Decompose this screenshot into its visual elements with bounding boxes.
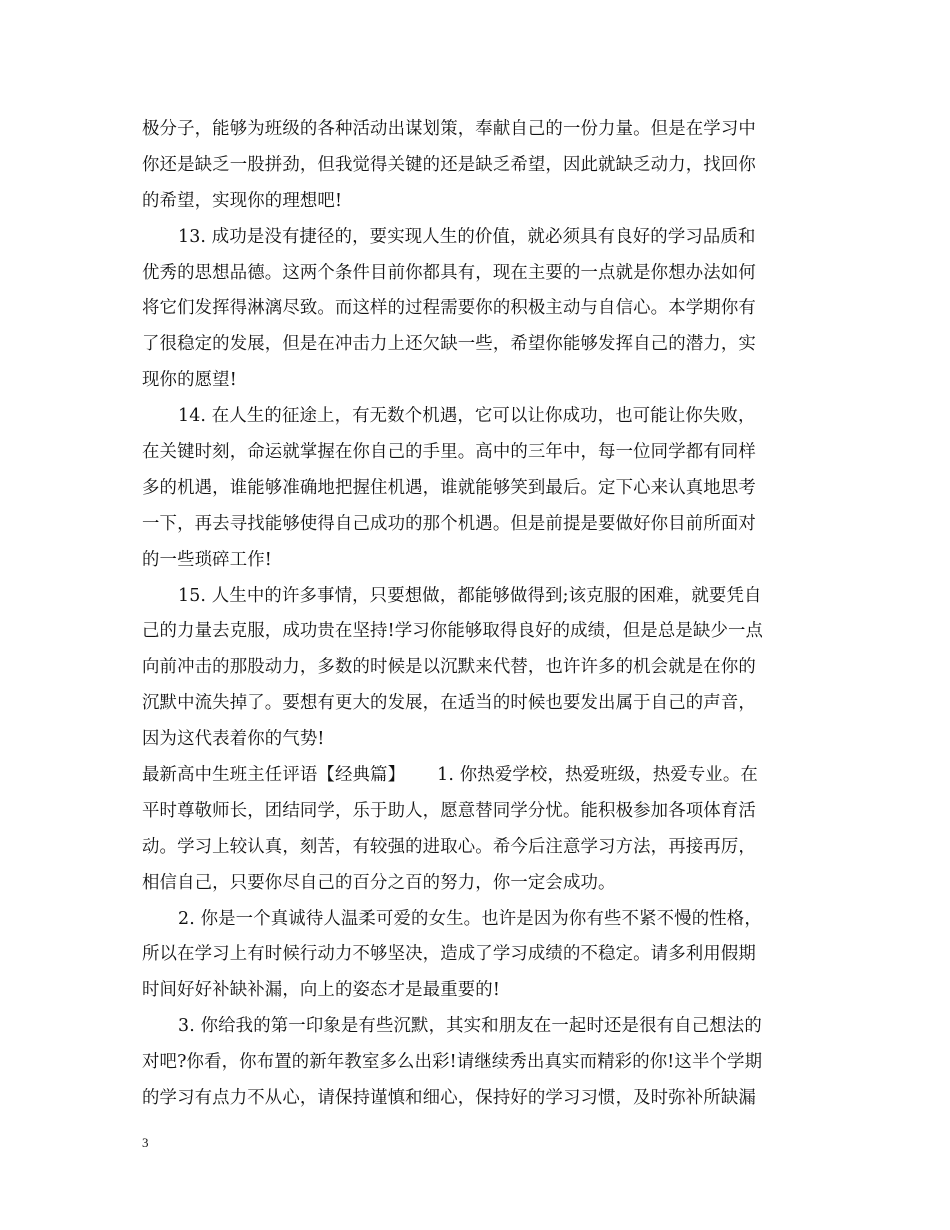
paragraph-15-start: 15. 人生中的许多事情，只要想做，都能够做得到;该克服的困难，就要凭自 <box>178 585 762 606</box>
text-line: 所以在学习上有时候行动力不够坚决，造成了学习成绩的不稳定。请多利用假期 <box>142 944 756 965</box>
text-line: 现你的愿望! <box>142 370 237 391</box>
text-line: 将它们发挥得淋漓尽致。而这样的过程需要你的积极主动与自信心。本学期你有 <box>142 298 756 319</box>
page-number: 3 <box>142 1135 149 1150</box>
text-line: 平时尊敬师长，团结同学，乐于助人，愿意替同学分忧。能积极参加各项体育活 <box>142 800 756 821</box>
text-line: 因为这代表着你的气势! <box>142 729 325 750</box>
text-line: 优秀的思想品德。这两个条件目前你都具有，现在主要的一点就是你想办法如何 <box>142 262 756 283</box>
paragraph-13-start: 13. 成功是没有捷径的，要实现人生的价值，就必须具有良好的学习品质和 <box>178 226 756 247</box>
text-line: 相信自己，只要你尽自己的百分之百的努力，你一定会成功。 <box>142 872 616 893</box>
text-line: 沉默中流失掉了。要想有更大的发展，在适当的时候也要发出属于自己的声音， <box>142 693 756 714</box>
paragraph-2-start: 2. 你是一个真诚待人温柔可爱的女生。也许是因为你有些不紧不慢的性格， <box>178 908 762 929</box>
text-line: 动。学习上较认真，刻苦，有较强的进取心。希今后注意学习方法，再接再厉， <box>142 836 756 857</box>
text-line: 的希望，实现你的理想吧! <box>142 190 343 211</box>
paragraph-14-start: 14. 在人生的征途上，有无数个机遇，它可以让你成功，也可能让你失败， <box>178 406 756 427</box>
document-body <box>142 112 810 1117</box>
paragraph-3-start: 3. 你给我的第一印象是有些沉默，其实和朋友在一起时还是很有自己想法的 <box>178 1016 762 1037</box>
text-line: 己的力量去克服，成功贵在坚持!学习你能够取得良好的成绩，但是总是缺少一点 <box>142 621 764 642</box>
text-line: 多的机遇，谁能够准确地把握住机遇，谁就能够笑到最后。定下心来认真地思考 <box>142 477 756 498</box>
text-line: 极分子，能够为班级的各种活动出谋划策，奉献自己的一份力量。但是在学习中 <box>142 119 756 139</box>
text-line: 的学习有点力不从心，请保持谨慎和细心，保持好的学习习惯，及时弥补所缺漏 <box>142 1088 756 1109</box>
text-line: 对吧?你看，你布置的新年教室多么出彩!请继续秀出真实而精彩的你!这半个学期 <box>142 1052 763 1073</box>
text-line: 在关键时刻，命运就掌握在你自己的手里。高中的三年中，每一位同学都有同样 <box>142 442 756 463</box>
text-line: 的一些琐碎工作! <box>142 549 272 570</box>
text-line: 向前冲击的那股动力，多数的时候是以沉默来代替，也许许多的机会就是在你的 <box>142 657 756 678</box>
text-line: 时间好好补缺补漏，向上的姿态才是最重要的! <box>142 980 500 1001</box>
text-line: 你还是缺乏一股拼劲，但我觉得关键的还是缺乏希望，因此就缺乏动力，找回你 <box>142 154 756 175</box>
text-line: 一下，再去寻找能够使得自己成功的那个机遇。但是前提是要做好你目前所面对 <box>142 513 756 534</box>
section-heading-line: 最新高中生班主任评语【经典篇】 1. 你热爱学校，热爱班级，热爱专业。在 <box>142 765 758 786</box>
text-line: 了很稳定的发展，但是在冲击力上还欠缺一些，希望你能够发挥自己的潜力，实 <box>142 334 756 355</box>
